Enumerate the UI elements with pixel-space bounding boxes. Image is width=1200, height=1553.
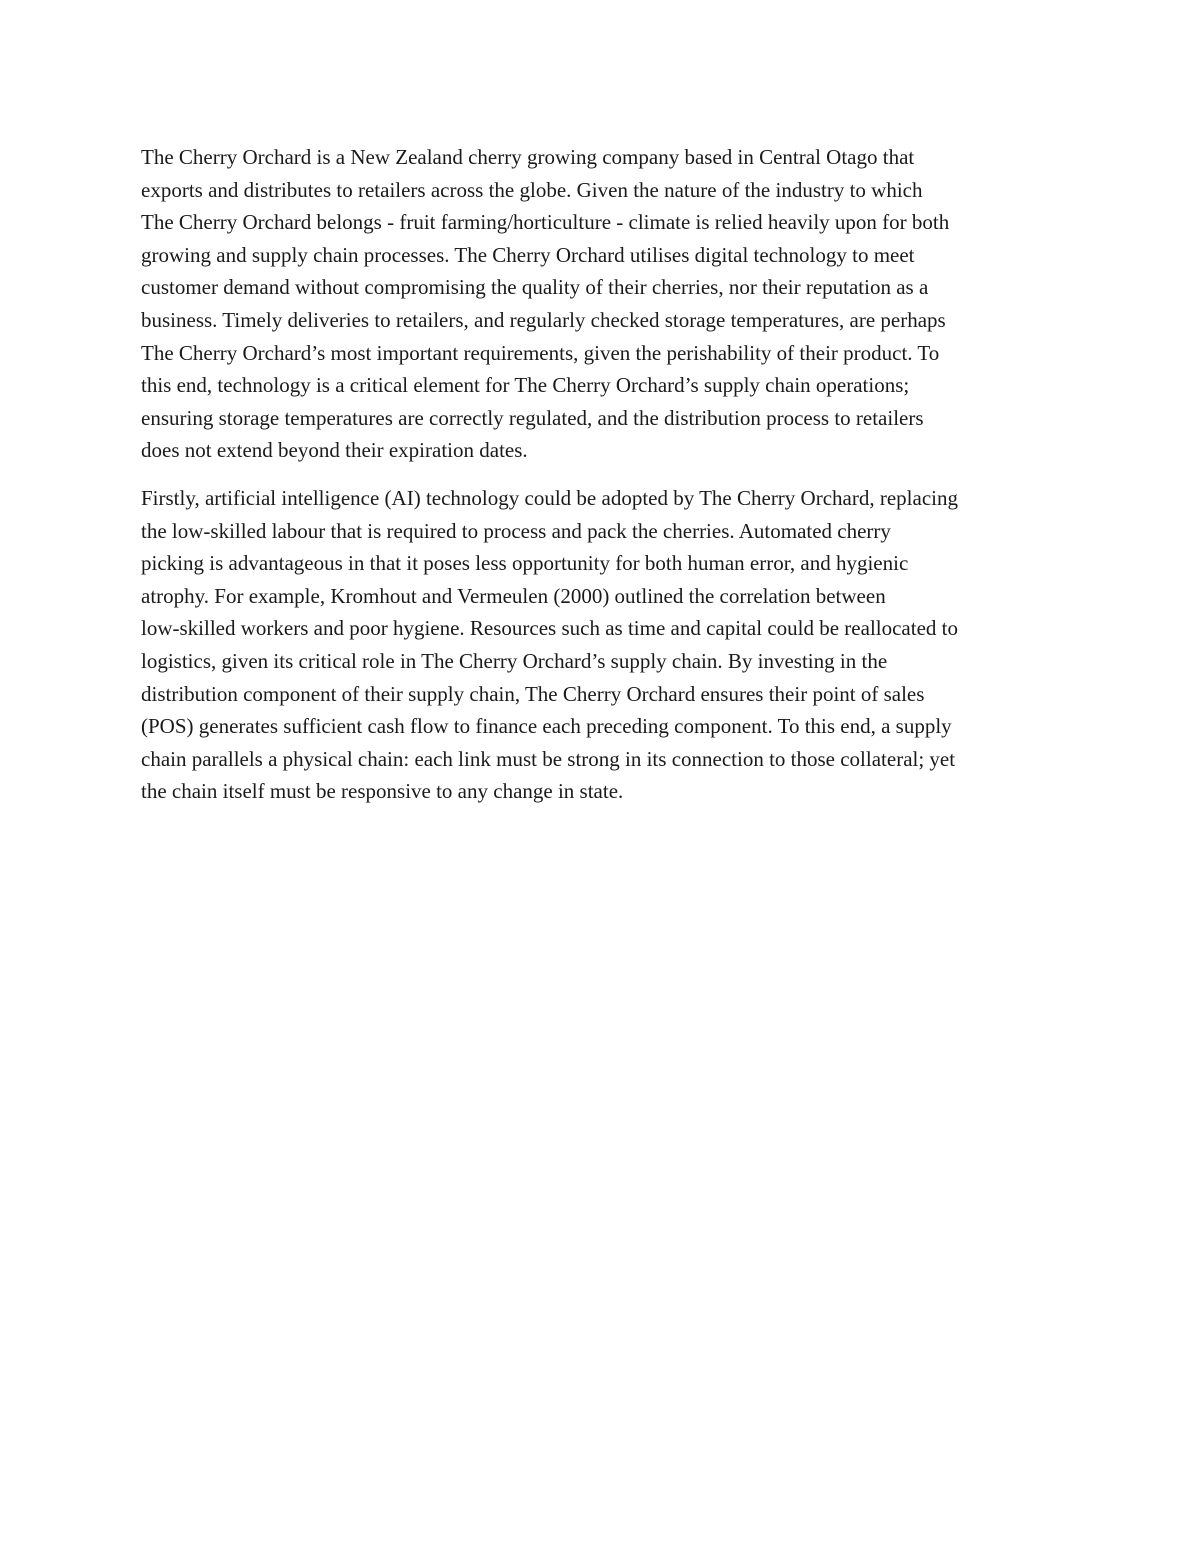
text-line: logistics, given its critical role in The Cherry Orchard’s supply chain. By investing in the (141, 648, 888, 673)
text-line: does not extend beyond their expiration dates. (141, 438, 528, 463)
text-line: growing and supply chain processes. The Cherry Orchard utilises digital technology to meet (141, 242, 915, 267)
paragraph-2 (141, 482, 1066, 808)
text-line: chain parallels a physical chain: each link must be strong in its connection to those collateral; yet (141, 746, 956, 771)
text-line: this end, technology is a critical element for The Cherry Orchard’s supply chain operations; (141, 373, 910, 398)
text-line: distribution component of their supply chain, The Cherry Orchard ensures their point of sales (141, 681, 925, 706)
text-line: picking is advantageous in that it poses less opportunity for both human error, and hygienic (141, 551, 909, 576)
text-line: customer demand without compromising the quality of their cherries, nor their reputation as a (141, 275, 929, 300)
text-line: The Cherry Orchard is a New Zealand cherry growing company based in Central Otago that (141, 145, 915, 169)
text-line: Firstly, artificial intelligence (AI) technology could be adopted by The Cherry Orchard, replacing (141, 485, 958, 510)
document-body (141, 141, 1066, 808)
text-line: atrophy. For example, Kromhout and Vermeulen (2000) outlined the correlation between (141, 583, 886, 608)
text-line: the low-skilled labour that is required to process and pack the cherries. Automated cherry (141, 518, 891, 543)
text-line: ensuring storage temperatures are correctly regulated, and the distribution process to retailers (141, 405, 924, 430)
text-line: The Cherry Orchard’s most important requirements, given the perishability of their product. To (141, 340, 940, 365)
text-line: (POS) generates sufficient cash flow to finance each preceding component. To this end, a supply (141, 714, 952, 739)
text-line: business. Timely deliveries to retailers, and regularly checked storage temperatures, are perhaps (141, 307, 946, 332)
text-line: the chain itself must be responsive to any change in state. (141, 779, 624, 804)
paragraph-1 (141, 141, 1066, 467)
text-line: low-skilled workers and poor hygiene. Resources such as time and capital could be reallocated to (141, 616, 958, 641)
text-line: exports and distributes to retailers across the globe. Given the nature of the industry to which (141, 177, 923, 202)
text-line: The Cherry Orchard belongs - fruit farming/horticulture - climate is relied heavily upon for both (141, 210, 950, 235)
